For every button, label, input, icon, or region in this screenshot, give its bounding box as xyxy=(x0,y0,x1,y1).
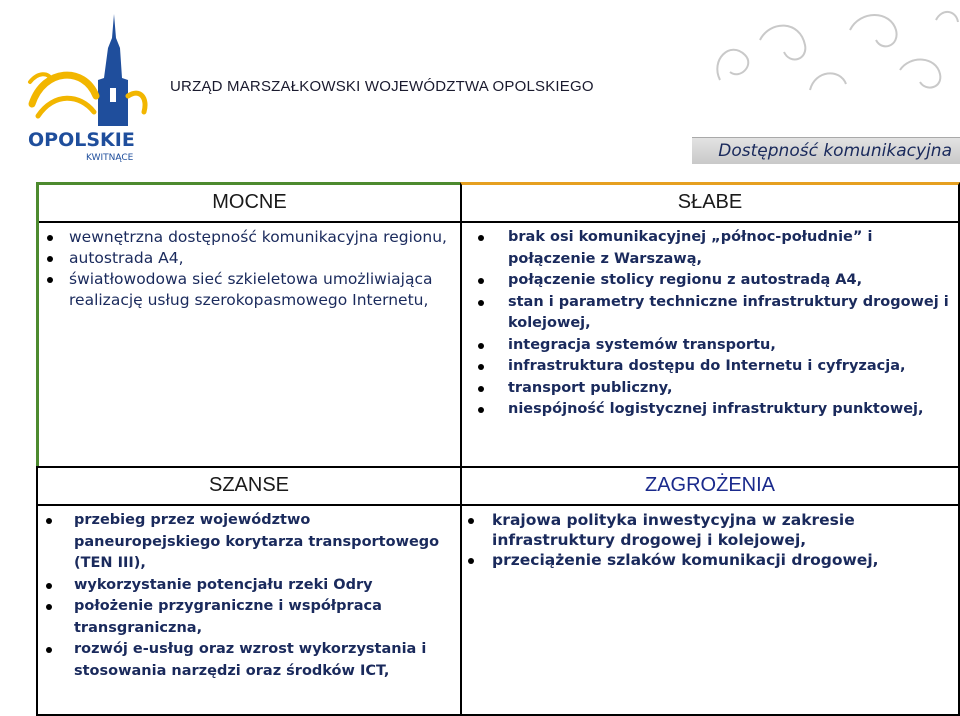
decorative-ornament xyxy=(700,0,960,100)
svg-text:OPOLSKIE: OPOLSKIE xyxy=(28,129,135,151)
divider xyxy=(38,504,460,506)
quadrant-slabe xyxy=(460,182,960,468)
list-item: stan i parametry techniczne infrastruktury drogowej i kolejowej, xyxy=(462,292,952,335)
list-item: integracja systemów transportu, xyxy=(462,335,952,357)
bullet-icon xyxy=(478,300,484,306)
list-item: światłowodowa sieć szkieletowa umożliwiająca realizację usług szerokopasmowego Internetu, xyxy=(39,269,449,311)
list-item: infrastruktura dostępu do Internetu i cyfryzacja, xyxy=(462,356,952,378)
bullet-icon xyxy=(468,518,474,524)
strengths-list xyxy=(39,227,449,311)
bullet-icon xyxy=(47,235,53,241)
list-item: brak osi komunikacyjnej „północ-południe” i połączenie z Warszawą, xyxy=(462,227,952,270)
divider xyxy=(462,221,958,223)
threats-list xyxy=(462,510,952,570)
bullet-icon xyxy=(47,256,53,262)
quadrant-title: SŁABE xyxy=(677,191,743,213)
bullet-icon xyxy=(46,518,52,524)
list-item: wykorzystanie potencjału rzeki Odry xyxy=(38,575,448,597)
header xyxy=(0,0,960,180)
office-name: URZĄD MARSZAŁKOWSKI WOJEWÓDZTWA OPOLSKIEGO xyxy=(170,78,594,95)
bullet-icon xyxy=(46,583,52,589)
list-item: autostrada A4, xyxy=(39,248,449,269)
bullet-icon xyxy=(46,604,52,610)
quadrant-szanse xyxy=(36,466,462,716)
list-item: rozwój e-usług oraz wzrost wykorzystania i stosowania narzędzi oraz środków ICT, xyxy=(38,639,448,682)
list-item: przebieg przez województwo paneuropejskiego korytarza transportowego (TEN III), xyxy=(38,510,448,575)
bullet-icon xyxy=(46,647,52,653)
bullet-icon xyxy=(478,235,484,241)
list-item: krajowa polityka inwestycyjna w zakresie infrastruktury drogowej i kolejowej, xyxy=(462,510,952,550)
bullet-icon xyxy=(478,278,484,284)
quadrant-mocne xyxy=(36,182,462,468)
opportunities-list xyxy=(38,510,448,682)
topic-title: Dostępność komunikacyjna xyxy=(718,141,952,161)
list-item: transport publiczny, xyxy=(462,378,952,400)
list-item: położenie przygraniczne i współpraca transgraniczna, xyxy=(38,596,448,639)
quadrant-title: SZANSE xyxy=(208,474,290,496)
list-item: przeciążenie szlaków komunikacji drogowej, xyxy=(462,550,952,570)
bullet-icon xyxy=(478,364,484,370)
quadrant-title: MOCNE xyxy=(212,191,287,213)
divider xyxy=(39,221,460,223)
bullet-icon xyxy=(478,343,484,349)
bullet-icon xyxy=(478,386,484,392)
list-item: połączenie stolicy regionu z autostradą A4, xyxy=(462,270,952,292)
divider xyxy=(462,504,958,506)
bullet-icon xyxy=(47,277,53,283)
weaknesses-list xyxy=(462,227,952,421)
opolskie-logo xyxy=(24,8,154,168)
list-item: wewnętrzna dostępność komunikacyjna regionu, xyxy=(39,227,449,248)
topic-bar xyxy=(692,137,960,164)
bullet-icon xyxy=(468,558,474,564)
swot-grid xyxy=(36,182,960,716)
svg-text:KWITNĄCE: KWITNĄCE xyxy=(86,153,134,163)
list-item: niespójność logistycznej infrastruktury punktowej, xyxy=(462,399,952,421)
quadrant-title: ZAGROŻENIA xyxy=(644,474,775,496)
quadrant-zagrozenia xyxy=(460,466,960,716)
bullet-icon xyxy=(478,407,484,413)
